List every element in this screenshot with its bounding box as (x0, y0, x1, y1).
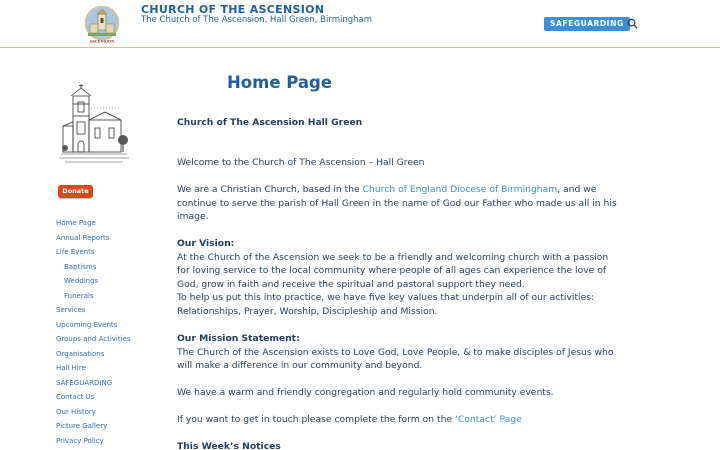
donate-button[interactable]: Donate (58, 185, 93, 198)
search-icon[interactable] (627, 18, 638, 29)
intro-text-before: We are a Christian Church, based in the (177, 184, 363, 195)
intro-text-after: , and we continue to serve the parish of Hall Green in the name of God our Father who made us all in his image. (177, 184, 617, 222)
sidebar-nav-item[interactable]: Groups and Activities (56, 335, 131, 343)
sidebar-nav-item[interactable]: Our History (56, 407, 96, 416)
sidebar-nav (56, 216, 131, 448)
sidebar-nav-item[interactable]: Life Events (56, 248, 95, 256)
church-drawing-image (59, 82, 131, 168)
sidebar-nav-item[interactable]: Annual Reports (56, 233, 110, 242)
safeguarding-button[interactable]: SAFEGUARDING (544, 17, 630, 31)
vision-heading: Our Vision: (177, 238, 235, 249)
site-tagline: The Church of The Ascension, Hall Green, Birmingham (141, 15, 373, 25)
sidebar-nav-item[interactable]: Picture Gallery (56, 422, 108, 430)
diocese-link[interactable]: Church of England Diocese of Birmingham (362, 184, 558, 195)
sidebar-nav-item[interactable]: Weddings (64, 277, 99, 285)
site-header (0, 0, 720, 48)
sidebar-nav-item[interactable]: Organisations (56, 349, 105, 358)
sidebar-nav-item[interactable]: Funerals (64, 291, 94, 300)
sidebar (56, 82, 156, 445)
sidebar-nav-item[interactable]: SAFEGUARDING (56, 378, 113, 387)
page-title: Home Page (227, 73, 333, 92)
congregation-text: We have a warm and friendly congregation and regularly hold community events. (177, 387, 554, 398)
mission-heading: Our Mission Statement: (177, 333, 300, 344)
vision-values: To help us put this into practice, we have five key values that underpin all of our activities: Relationships, Prayer, Worship, Discipleship and Mission. (177, 292, 595, 317)
intro-paragraph (177, 183, 617, 224)
site-title[interactable]: CHURCH OF THE ASCENSION (141, 3, 325, 16)
sidebar-nav-item[interactable]: Home Page (56, 219, 96, 227)
sidebar-nav-item[interactable]: Contact Us (56, 393, 95, 401)
sidebar-nav-item[interactable]: Services (56, 306, 86, 314)
notices-heading: This Week’s Notices (177, 441, 281, 450)
sidebar-nav-item[interactable]: Privacy Policy (56, 436, 104, 445)
contact-paragraph (177, 413, 617, 427)
contact-text-before: If you want to get in touch please complete the form on the (177, 414, 456, 425)
vision-text: At the Church of the Ascension we seek to be a friendly and welcoming church with a passion for loving service to the local community where people of all ages can experience the love of God, grow in faith and receive the spiritual and pastoral support they need. (177, 251, 609, 290)
contact-page-link[interactable]: ‘Contact’ Page (455, 414, 522, 425)
sidebar-nav-item[interactable]: Upcoming Events (56, 320, 118, 329)
mission-text: The Church of the Ascension exists to Love God, Love People, & to make disciples of Jesus who will make a difference in our community and beyond. (177, 346, 614, 371)
sidebar-nav-item[interactable]: Baptisms (64, 262, 97, 271)
welcome-text: Welcome to the Church of The Ascension – Hall Green (177, 157, 425, 168)
church-subtitle: Church of The Ascension Hall Green (177, 117, 363, 128)
church-logo[interactable] (84, 6, 120, 44)
logo-text: ASCENSION (89, 39, 115, 44)
sidebar-nav-item[interactable]: Hall Hire (56, 364, 86, 372)
